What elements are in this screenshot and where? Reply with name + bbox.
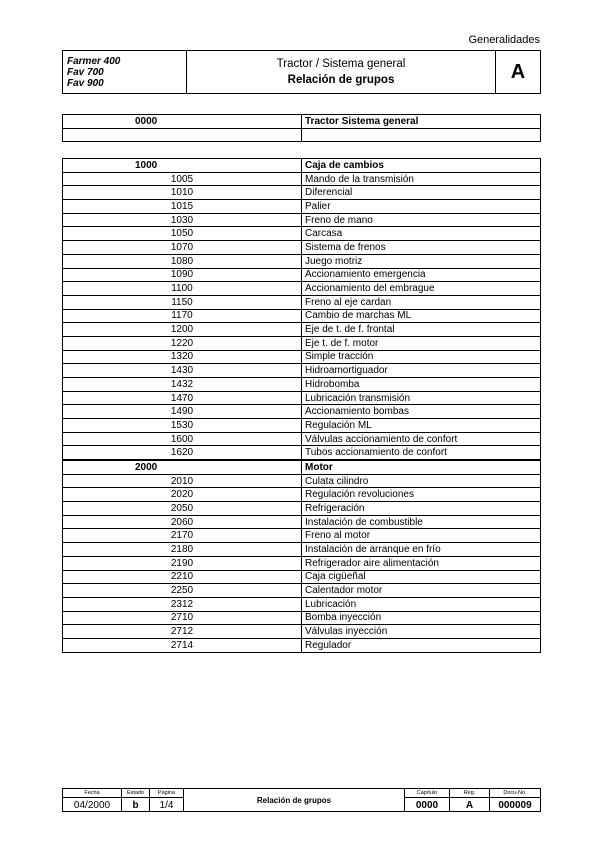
table-row [63,405,541,419]
table-row [63,159,541,173]
table-row [63,570,541,584]
section-label: Generalidades [468,34,540,46]
item-code: 1070 [63,241,302,255]
item-name: Regulador [302,638,541,652]
footer-value: b [132,800,139,811]
item-name: Accionamiento emergencia [302,268,541,282]
item-name: Válvulas accionamiento de confort [302,432,541,446]
table-row [63,309,541,323]
table-row [63,268,541,282]
table-row [63,446,541,460]
footer-capitulo [405,789,450,811]
item-name: Refrigerador aire alimentación [302,556,541,570]
footer-value: 1/4 [159,800,174,811]
footer-value: 000009 [498,800,532,811]
item-name: Regulación ML [302,419,541,433]
table-row [63,336,541,350]
table-row [63,241,541,255]
table-row [63,474,541,488]
item-code: 1220 [63,336,302,350]
item-code: 2710 [63,611,302,625]
footer-estado [122,789,150,811]
table-row [63,295,541,309]
table-row [63,186,541,200]
item-code: 1530 [63,419,302,433]
footer-label: Docu-No. [490,789,540,798]
footer-title-cell [184,789,405,811]
group-name: Caja de cambios [302,159,541,173]
item-code: 1620 [63,446,302,460]
item-name: Cambio de marchas ML [302,309,541,323]
item-code: 1010 [63,186,302,200]
item-code: 1100 [63,282,302,296]
item-code: 1090 [63,268,302,282]
footer-value: 0000 [415,800,439,811]
item-name: Eje de t. de f. frontal [302,323,541,337]
item-name: Lubricación [302,597,541,611]
footer-title: Relación de grupos [256,796,332,805]
group-code: 0000 [63,115,302,129]
item-name: Freno al motor [302,529,541,543]
table-row [63,638,541,652]
item-code: 2020 [63,488,302,502]
item-name: Culata cilindro [302,474,541,488]
empty-cell [302,128,541,142]
table-row [63,419,541,433]
table-row [63,488,541,502]
table-row [63,597,541,611]
model-name: Fav 900 [67,78,104,89]
item-code: 1030 [63,213,302,227]
item-name: Diferencial [302,186,541,200]
item-name: Sistema de frenos [302,241,541,255]
footer-label: Estado [122,789,149,798]
item-code: 1430 [63,364,302,378]
item-name: Simple tracción [302,350,541,364]
table-row [63,515,541,529]
group-table-1000 [62,158,541,460]
item-name: Freno de mano [302,213,541,227]
item-code: 2010 [63,474,302,488]
item-code: 2210 [63,570,302,584]
item-name: Palier [302,200,541,214]
footer-reg [450,789,490,811]
item-code: 1490 [63,405,302,419]
header-titles [187,51,495,93]
table-row [63,461,541,475]
footer-label: Página [150,789,183,798]
item-code: 2714 [63,638,302,652]
item-name: Freno al eje cardan [302,295,541,309]
table-row [63,323,541,337]
item-code: 2050 [63,502,302,516]
table-row [63,227,541,241]
item-name: Refrigeración [302,502,541,516]
table-row [63,128,541,142]
item-code: 1432 [63,378,302,392]
table-row [63,391,541,405]
table-row [63,378,541,392]
group-table-0000 [62,114,541,142]
table-row [63,115,541,129]
document-header [62,50,541,94]
item-code: 2250 [63,584,302,598]
item-name: Mando de la transmisión [302,172,541,186]
item-name: Juego motriz [302,254,541,268]
empty-cell [63,128,302,142]
item-name: Instalación de arranque en frío [302,543,541,557]
footer-label: Capítulo [405,789,449,798]
group-table-2000 [62,460,541,653]
footer-label: Fecha [63,789,121,798]
item-code: 2060 [63,515,302,529]
item-code: 1080 [63,254,302,268]
table-row [63,543,541,557]
item-code: 2312 [63,597,302,611]
item-name: Instalación de combustible [302,515,541,529]
item-code: 1470 [63,391,302,405]
item-name: Hidrobomba [302,378,541,392]
item-name: Carcasa [302,227,541,241]
group-name: Motor [302,461,541,475]
item-code: 1200 [63,323,302,337]
table-row [63,584,541,598]
table-row [63,200,541,214]
table-row [63,213,541,227]
table-row [63,611,541,625]
item-name: Tubos accionamiento de confort [302,446,541,460]
group-code: 2000 [63,461,302,475]
item-code: 1050 [63,227,302,241]
item-code: 2180 [63,543,302,557]
footer-fecha [63,789,122,811]
item-name: Calentador motor [302,584,541,598]
footer-docu [490,789,540,811]
item-name: Accionamiento del embrague [302,282,541,296]
table-row [63,432,541,446]
table-row [63,172,541,186]
document-title: Tractor / Sistema general [276,58,406,70]
item-name: Bomba inyección [302,611,541,625]
table-row [63,254,541,268]
item-code: 2170 [63,529,302,543]
item-name: Regulación revoluciones [302,488,541,502]
item-code: 1170 [63,309,302,323]
footer-value: 04/2000 [73,800,111,811]
table-row [63,364,541,378]
item-code: 1320 [63,350,302,364]
item-code: 1600 [63,432,302,446]
item-name: Válvulas inyección [302,625,541,639]
document-footer [62,788,541,812]
item-code: 2190 [63,556,302,570]
table-row [63,502,541,516]
group-name: Tractor Sistema general [302,115,541,129]
item-code: 1150 [63,295,302,309]
table-row [63,282,541,296]
footer-pagina [150,789,184,811]
model-name: Farmer 400 [67,56,121,67]
item-code: 1015 [63,200,302,214]
item-name: Eje t. de f. motor [302,336,541,350]
table-row [63,529,541,543]
model-list [63,51,187,93]
group-code: 1000 [63,159,302,173]
item-name: Accionamiento bombas [302,405,541,419]
item-name: Hidroamortiguador [302,364,541,378]
footer-label: Reg. [450,789,489,798]
chapter-letter: A [495,51,540,93]
model-name: Fav 700 [67,67,104,78]
table-row [63,556,541,570]
table-row [63,625,541,639]
document-subtitle: Relación de grupos [287,74,395,86]
footer-value: A [465,800,474,811]
item-code: 1005 [63,172,302,186]
item-name: Caja cigüeñal [302,570,541,584]
table-row [63,350,541,364]
item-name: Lubricación transmisión [302,391,541,405]
item-code: 2712 [63,625,302,639]
